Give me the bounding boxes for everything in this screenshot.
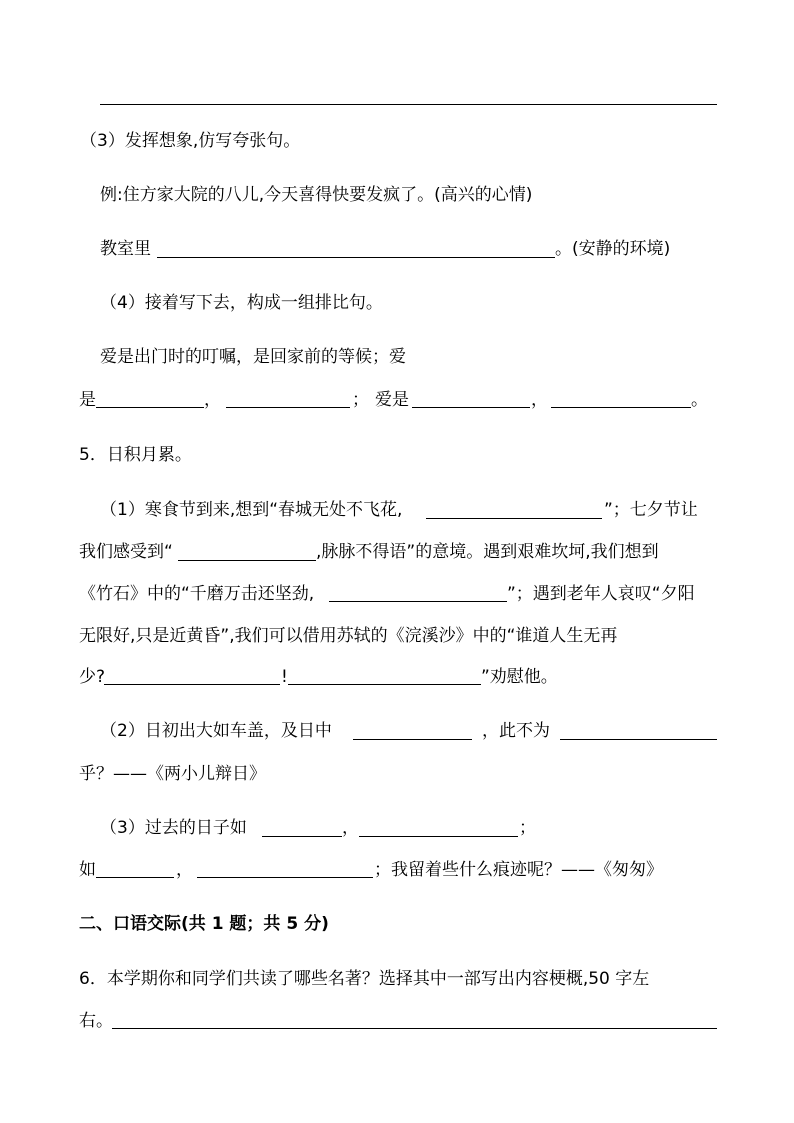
q4-4-label: （4）接着写下去，构成一组排比句。 — [100, 293, 383, 313]
q5-2-blank-2[interactable] — [560, 739, 717, 740]
q5-1-line1a: （1）寒食节到来,想到“春城无处不飞花, — [100, 500, 403, 520]
q5-3-line1b: ， — [342, 818, 359, 838]
q5-1-line3a: 《竹石》中的“千磨万击还坚劲, — [79, 584, 315, 604]
q4-4-blank-3[interactable] — [412, 407, 530, 408]
q5-3-line2b: ， — [176, 860, 193, 880]
q4-3-label: （3）发挥想象,仿写夸张句。 — [80, 131, 301, 151]
q4-4-comma-2: ， — [531, 390, 548, 410]
q4-3-blank[interactable] — [157, 257, 555, 258]
q4-4-blank-2[interactable] — [226, 407, 350, 408]
q6-line2: 右。 — [79, 1011, 113, 1031]
q5-3-blank-2[interactable] — [359, 836, 518, 837]
q5-1-line3b: ”；遇到老年人哀叹“夕阳 — [507, 584, 695, 604]
q5-1-line2b: ,脉脉不得语”的意境。遇到艰难坎坷,我们想到 — [316, 542, 659, 562]
q4-4-comma-1: ， — [204, 390, 221, 410]
q4-4-semicolon: ； — [352, 390, 369, 410]
q5-3-line1a: （3）过去的日子如 — [100, 818, 247, 838]
q5-1-line1b: ”；七夕节让 — [604, 500, 698, 520]
q5-3-blank-1[interactable] — [262, 836, 342, 837]
q5-1-blank-4[interactable] — [104, 684, 280, 685]
q5-1-blank-2[interactable] — [178, 560, 316, 561]
q4-3-lead: 教室里 — [100, 239, 151, 259]
q5-3-blank-3[interactable] — [96, 877, 174, 878]
q4-4-blank-1[interactable] — [96, 407, 204, 408]
q5-2-line1a: （2）日初出大如车盖，及日中 — [100, 721, 332, 741]
q5-3-line2c: ；我留着些什么痕迹呢？——《匆匆》 — [374, 860, 663, 880]
q5-1-line5c: ”劝慰他。 — [481, 667, 558, 687]
q4-4-line1: 爱是出门时的叮嘱，是回家前的等候；爱 — [100, 347, 406, 367]
q5-2-line2: 乎？——《两小儿辩日》 — [79, 764, 266, 784]
q4-4-period: 。 — [691, 390, 708, 410]
answer-line[interactable] — [100, 104, 717, 105]
q4-3-tail: 。(安静的环境) — [555, 239, 671, 259]
q4-4-aishi: 爱是 — [375, 390, 409, 410]
q5-3-blank-4[interactable] — [197, 877, 373, 878]
q4-4-line2-start: 是 — [79, 390, 96, 410]
q5-1-blank-5[interactable] — [288, 684, 481, 685]
q5-1-line5a: 少? — [79, 667, 106, 687]
q6-line1: 6．本学期你和同学们共读了哪些名著？选择其中一部写出内容梗概,50 字左 — [79, 969, 650, 989]
q5-3-line1c: ； — [519, 818, 536, 838]
section-heading: 二、口语交际(共 1 题；共 5 分) — [79, 914, 329, 934]
q4-4-blank-4[interactable] — [551, 407, 691, 408]
q6-answer-line[interactable] — [112, 1028, 717, 1029]
q4-3-example: 例:住方家大院的八儿,今天喜得快要发疯了。(高兴的心情) — [100, 185, 533, 205]
q5-2-line1b: ，此不为 — [482, 721, 550, 741]
q5-1-line2a: 我们感受到“ — [79, 542, 173, 562]
q5-1-line5b: ! — [281, 667, 288, 687]
q5-2-blank-1[interactable] — [353, 739, 472, 740]
q5-title: 5．日积月累。 — [79, 445, 192, 465]
q5-1-blank-1[interactable] — [426, 518, 602, 519]
q5-1-blank-3[interactable] — [329, 601, 507, 602]
q5-3-line2a: 如 — [79, 860, 96, 880]
q5-1-line4: 无限好,只是近黄昏”,我们可以借用苏轼的《浣溪沙》中的“谁道人生无再 — [79, 626, 618, 646]
